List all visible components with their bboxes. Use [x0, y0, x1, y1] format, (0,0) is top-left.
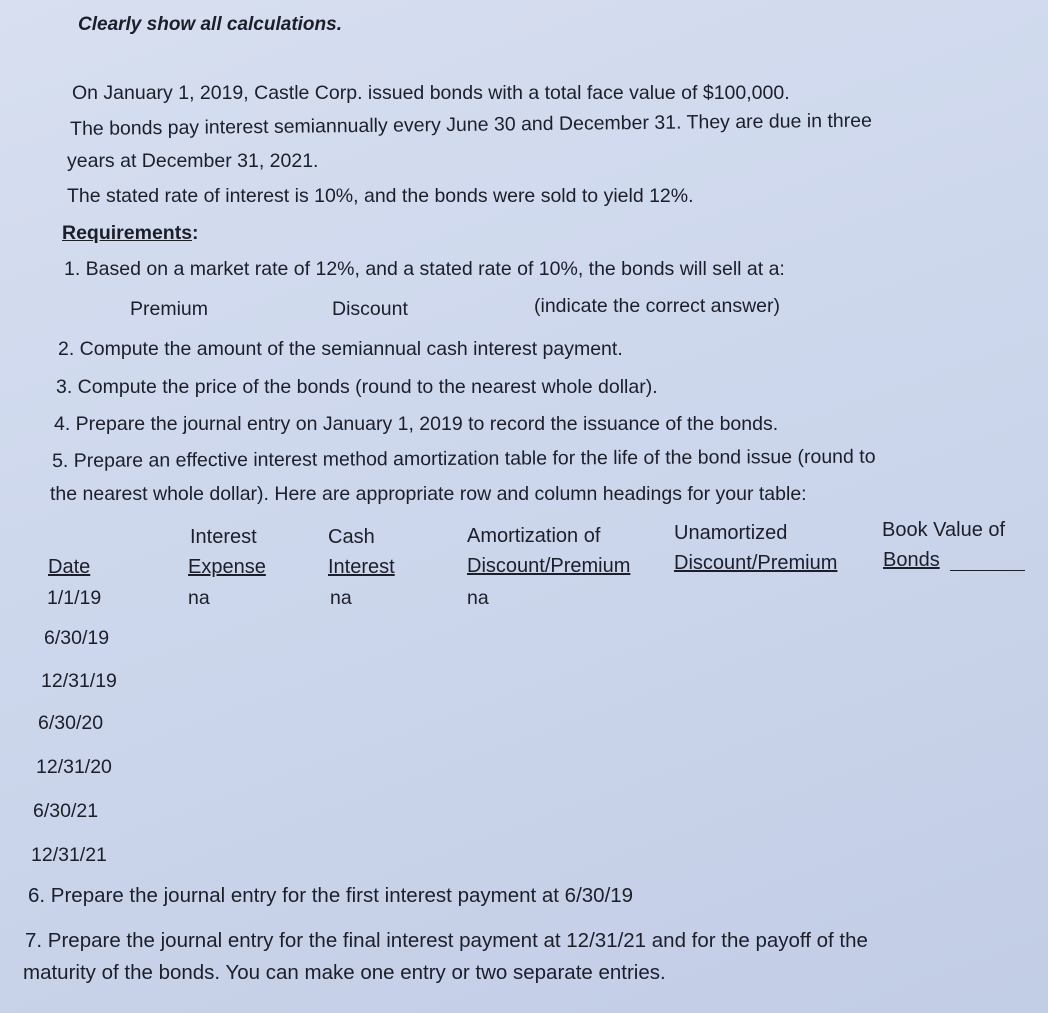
- requirement-6: 6. Prepare the journal entry for the first interest payment at 6/30/19: [28, 884, 634, 907]
- row-date: 12/31/21: [31, 844, 107, 866]
- row-cash-na: na: [330, 587, 352, 609]
- header-interest-bottom: Expense: [188, 556, 266, 578]
- option-discount: Discount: [332, 298, 408, 320]
- row-date-1-1-19: 1/1/19: [47, 587, 102, 609]
- row-date: 6/30/21: [33, 800, 99, 822]
- problem-line-3: years at December 31, 2021.: [67, 150, 319, 172]
- problem-line-2: The bonds pay interest semiannually every June 30 and December 31. They are due in three: [70, 109, 872, 140]
- row-interest-na: na: [188, 587, 210, 609]
- header-cash-top: Cash: [328, 526, 375, 548]
- requirement-5-line-1: 5. Prepare an effective interest method amortization table for the life of the bond issue (round to: [52, 445, 876, 472]
- header-unamort-bottom: Discount/Premium: [674, 552, 838, 574]
- requirement-3: 3. Compute the price of the bonds (round to the nearest whole dollar).: [56, 376, 658, 398]
- option-premium: Premium: [130, 298, 209, 320]
- requirements-heading: Requirements:: [62, 222, 199, 244]
- header-interest-top: Interest: [190, 526, 257, 548]
- instruction-title: Clearly show all calculations.: [78, 14, 342, 35]
- requirement-2: 2. Compute the amount of the semiannual cash interest payment.: [58, 338, 623, 360]
- row-date: 12/31/20: [36, 756, 112, 778]
- requirement-5-line-2: the nearest whole dollar). Here are appropriate row and column headings for your table:: [50, 483, 807, 505]
- requirement-1: 1. Based on a market rate of 12%, and a stated rate of 10%, the bonds will sell at a:: [64, 258, 785, 280]
- header-date: Date: [48, 556, 91, 578]
- row-amort-na: na: [467, 587, 489, 609]
- requirement-7-line-1: 7. Prepare the journal entry for the final interest payment at 12/31/21 and for the payoff of the: [25, 929, 868, 952]
- problem-line-4: The stated rate of interest is 10%, and the bonds were sold to yield 12%.: [67, 185, 694, 207]
- book-value-underline: [950, 570, 1025, 571]
- header-unamort-top: Unamortized: [674, 522, 788, 544]
- header-amort-top: Amortization of: [467, 525, 601, 547]
- requirement-4: 4. Prepare the journal entry on January 1, 2019 to record the issuance of the bonds.: [54, 413, 779, 435]
- row-date: 6/30/20: [38, 712, 104, 734]
- requirement-7-line-2: maturity of the bonds. You can make one entry or two separate entries.: [23, 961, 666, 984]
- row-date: 6/30/19: [44, 627, 110, 649]
- header-cash-bottom: Interest: [328, 556, 395, 578]
- header-book-top: Book Value of: [882, 519, 1006, 541]
- header-amort-bottom: Discount/Premium: [467, 555, 631, 577]
- row-date: 12/31/19: [41, 670, 117, 692]
- problem-line-1: On January 1, 2019, Castle Corp. issued bonds with a total face value of $100,000.: [72, 82, 790, 104]
- header-book-bottom: Bonds: [883, 549, 940, 571]
- answer-note: (indicate the correct answer): [534, 295, 781, 317]
